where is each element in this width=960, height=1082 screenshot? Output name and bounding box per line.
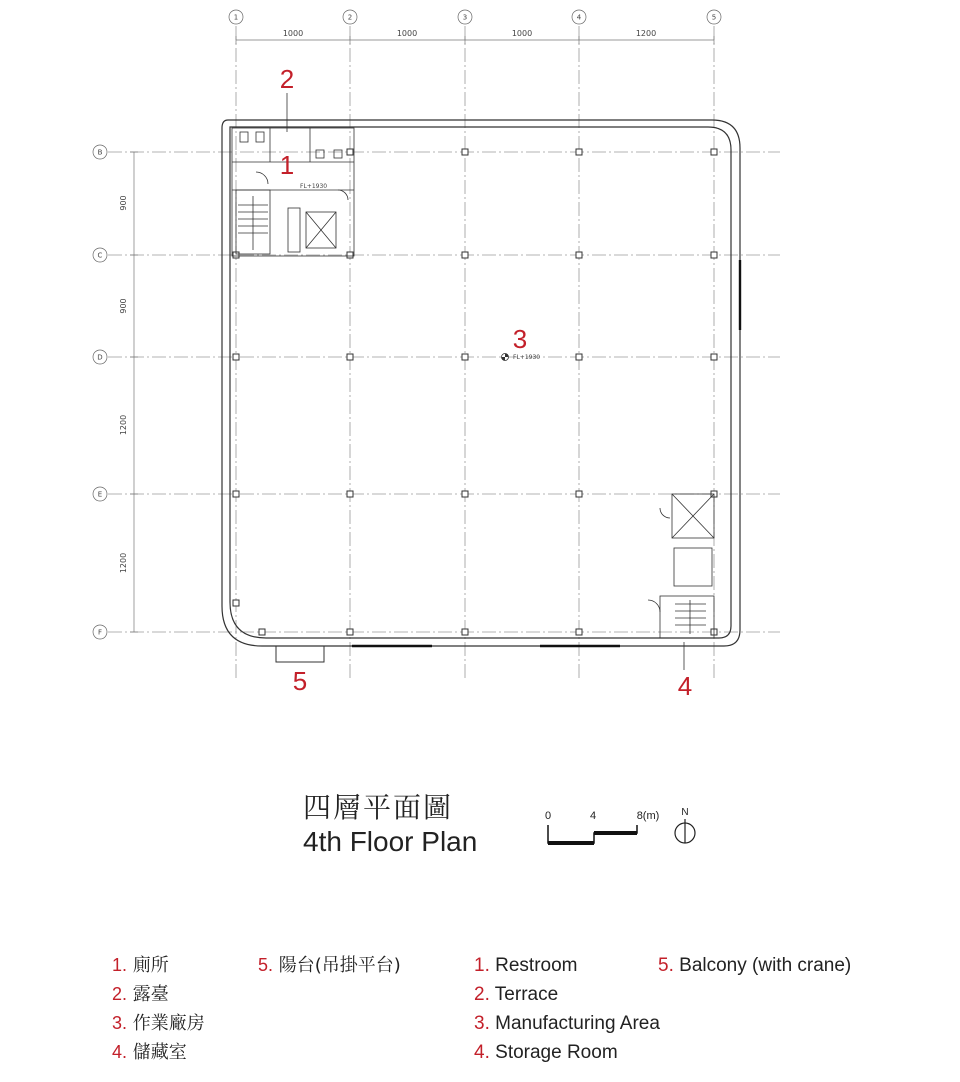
grid-row-label: B [97, 148, 103, 157]
level-mark-restroom: FL+1930 [300, 183, 328, 190]
legend-text: 儲藏室 [132, 1042, 187, 1063]
legend-text: Storage Room [495, 1042, 618, 1063]
legend-text: 陽台(吊掛平台) [278, 955, 401, 976]
legend-item [474, 1038, 660, 1067]
legend-zh-col-1 [112, 951, 205, 1067]
callout-1: 1 [279, 150, 295, 180]
legend-text: Restroom [495, 955, 578, 976]
grid-col-label: 5 [711, 13, 717, 22]
legend-item [658, 951, 851, 980]
legend-item [474, 951, 660, 980]
legend-item [112, 1038, 205, 1067]
callout-4: 4 [677, 671, 693, 701]
legend-zh-col-2 [258, 951, 401, 980]
callout-2: 2 [279, 64, 295, 94]
dim-row-2: 900 [119, 298, 128, 314]
legend-en-col-2 [658, 951, 851, 980]
legend-text: 廁所 [132, 955, 169, 976]
scale-label-4: 4 [589, 810, 597, 822]
legend-text: Balcony (with crane) [679, 955, 852, 976]
legend-en-col-1 [474, 951, 660, 1067]
scale-label-0: 0 [544, 810, 552, 822]
level-mark-main [502, 354, 541, 362]
plan-title-zh: 四層平面圖 [303, 791, 454, 824]
grid-row-label: E [97, 490, 103, 499]
dimension-lines [130, 36, 714, 632]
legend-num: 5. [658, 955, 674, 976]
legend-num: 5. [258, 955, 274, 975]
scale-bar [540, 805, 720, 855]
dim-col-4: 1200 [635, 29, 657, 38]
grid-col-label: 1 [233, 13, 239, 22]
legend-text: Terrace [494, 984, 559, 1005]
legend-item [112, 980, 205, 1009]
legend-text: 作業廠房 [132, 1013, 205, 1034]
restroom-core [232, 128, 354, 256]
grid-row-label: F [97, 628, 103, 637]
exterior-wall [222, 120, 740, 646]
dim-row-3: 1200 [119, 414, 128, 436]
restroom-level-mark [300, 183, 327, 190]
plan-title-en: 4th Floor Plan [303, 826, 478, 857]
legend-item [112, 951, 205, 980]
grid-row-label: D [97, 353, 103, 362]
legend-num: 4. [112, 1042, 128, 1062]
grid-bubble-labels [97, 14, 716, 637]
dim-col-3: 1000 [511, 29, 533, 38]
grid-col-label: 2 [347, 13, 353, 22]
callout-3: 3 [512, 324, 528, 354]
grid-bubbles [93, 10, 721, 639]
legend-item [112, 1009, 205, 1038]
north-arrow-icon [675, 807, 695, 843]
grid-col-label: 4 [576, 13, 582, 22]
grid-col-label: 3 [462, 13, 468, 22]
storage-core [648, 494, 714, 638]
legend-num: 1. [112, 955, 128, 975]
callout-5: 5 [292, 666, 308, 696]
dim-row-4: 1200 [119, 552, 128, 574]
legend-num: 1. [474, 955, 490, 976]
grid-row-label: C [97, 251, 103, 260]
dim-col-2: 1000 [396, 29, 418, 38]
dim-row-1: 900 [119, 195, 128, 211]
balcony-outline [276, 646, 324, 662]
legend-text: Manufacturing Area [495, 1013, 660, 1034]
scale-label-8: 8(m) [636, 810, 660, 822]
level-mark-main-text: FL+1930 [513, 354, 541, 361]
legend-num: 3. [112, 1013, 128, 1033]
legend-num: 4. [474, 1042, 490, 1063]
legend-item [474, 1009, 660, 1038]
north-label: N [681, 807, 689, 818]
legend-item [474, 980, 660, 1009]
legend-num: 3. [474, 1013, 490, 1034]
legend-num: 2. [474, 984, 490, 1005]
legend-item [258, 951, 401, 980]
callout-leaders [287, 93, 684, 670]
legend-num: 2. [112, 984, 128, 1004]
legend-text: 露臺 [132, 984, 169, 1005]
window-strips [352, 260, 740, 646]
grid-lines [108, 26, 780, 680]
dim-col-1: 1000 [282, 29, 304, 38]
